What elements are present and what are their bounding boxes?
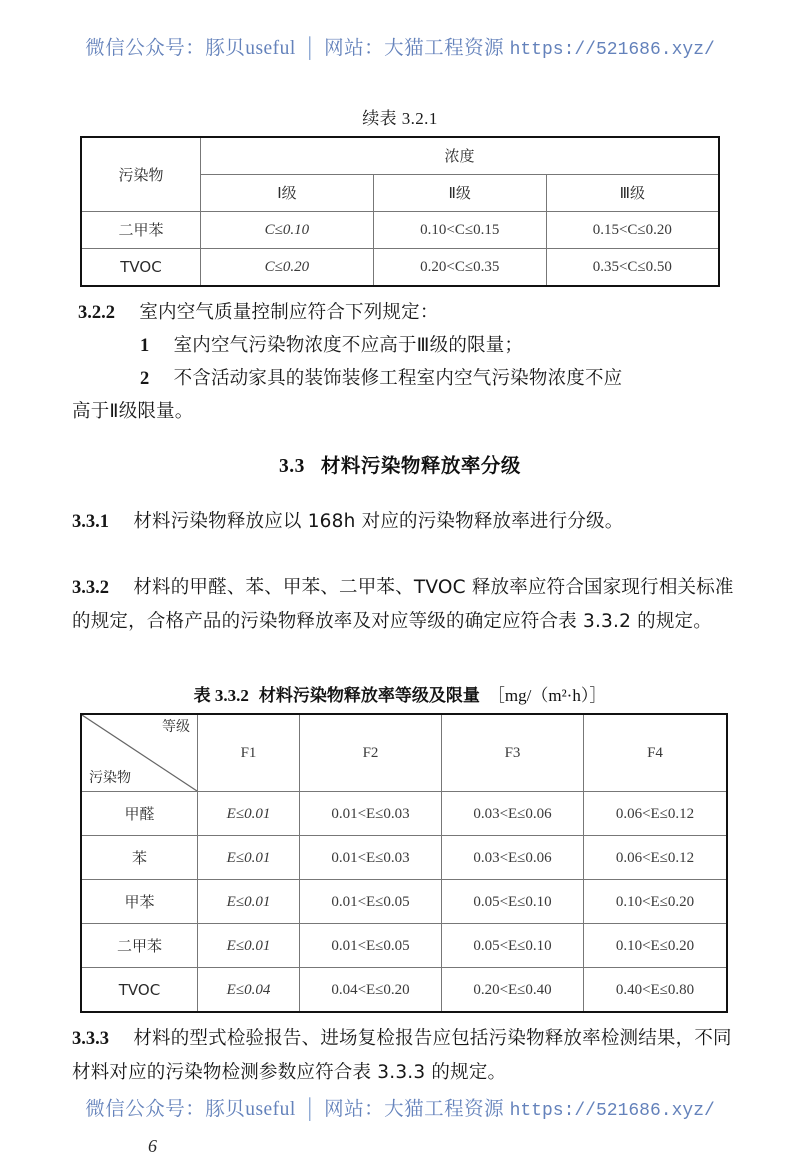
cell-pollutant: TVOC — [81, 249, 201, 287]
cell-f3: 0.03<E≤0.06 — [442, 836, 584, 880]
clause-3-3-1 — [72, 505, 737, 539]
clause-3-3-2 — [72, 571, 742, 638]
cell-pollutant: TVOC — [81, 968, 198, 1013]
clause-text: 材料污染物释放应以 168h 对应的污染物释放率进行分级。 — [133, 511, 624, 532]
table-caption-label: 表 3.3.2 — [193, 686, 249, 705]
clause-text: 材料的甲醛、苯、甲苯、二甲苯、TVOC 释放率应符合国家现行相关标准的规定，合格产品的污染物释放率及对应等级的确定应符合表 3.3.2 的规定。 — [72, 577, 734, 632]
cell-f4: 0.10<E≤0.20 — [584, 924, 728, 968]
header-grade-f2: F2 — [300, 714, 442, 792]
watermark-site-label: 网站：大猫工程资源 — [324, 38, 505, 59]
cell-f4: 0.40<E≤0.80 — [584, 968, 728, 1013]
table-3-3-2 — [80, 713, 728, 1013]
header-level-2: Ⅱ级 — [373, 175, 546, 212]
clause-number: 3.3.1 — [72, 512, 109, 532]
cell-f3: 0.03<E≤0.06 — [442, 792, 584, 836]
cell-level3: 0.15<C≤0.20 — [546, 212, 719, 249]
table-header-row — [81, 714, 727, 792]
cell-f4: 0.10<E≤0.20 — [584, 880, 728, 924]
watermark-top — [0, 32, 800, 60]
clause-3-2-2-item-2 — [140, 362, 740, 396]
clause-number: 3.2.2 — [78, 303, 115, 323]
cell-f1: E≤0.01 — [198, 836, 300, 880]
cell-f4: 0.06<E≤0.12 — [584, 836, 728, 880]
page-number: 6 — [148, 1136, 157, 1156]
list-item-text: 室内空气污染物浓度不应高于Ⅲ级的限量； — [173, 335, 524, 356]
watermark-separator: │ — [302, 1099, 318, 1120]
cell-f1: E≤0.04 — [198, 968, 300, 1013]
cell-f3: 0.05<E≤0.10 — [442, 880, 584, 924]
watermark-wechat-label: 微信公众号：豚贝useful — [85, 1099, 296, 1120]
section-heading-3-3 — [0, 450, 800, 478]
clause-number: 3.3.2 — [72, 578, 109, 598]
cell-pollutant: 二甲苯 — [81, 924, 198, 968]
table-continued-3-2-1 — [80, 136, 720, 287]
watermark-url: https://521686.xyz/ — [509, 1101, 715, 1121]
cell-level1: C≤0.10 — [201, 212, 374, 249]
table-row — [81, 249, 719, 287]
section-number: 3.3 — [279, 456, 305, 477]
header-corner-split — [81, 714, 198, 792]
table-row — [81, 880, 727, 924]
table-row — [81, 968, 727, 1013]
watermark-site-label: 网站：大猫工程资源 — [324, 1099, 505, 1120]
table-caption-unit: ［mg/（m²·h）］ — [487, 686, 607, 705]
cell-f1: E≤0.01 — [198, 924, 300, 968]
header-concentration: 浓度 — [201, 137, 720, 175]
header-grade-f4: F4 — [584, 714, 728, 792]
clause-number: 3.3.3 — [72, 1029, 109, 1049]
clause-3-2-2 — [78, 296, 738, 330]
cell-f2: 0.01<E≤0.03 — [300, 836, 442, 880]
watermark-separator: │ — [302, 38, 318, 59]
watermark-bottom — [0, 1093, 800, 1121]
cell-f3: 0.20<E≤0.40 — [442, 968, 584, 1013]
clause-3-2-2-continuation: 高于Ⅱ级限量。 — [72, 401, 194, 422]
cell-f2: 0.04<E≤0.20 — [300, 968, 442, 1013]
list-item-number: 2 — [140, 369, 150, 389]
table-caption-title: 材料污染物释放率等级及限量 — [258, 686, 480, 706]
cell-pollutant: 甲醛 — [81, 792, 198, 836]
watermark-wechat-label: 微信公众号：豚贝useful — [85, 38, 296, 59]
clause-3-3-3 — [72, 1022, 742, 1089]
cell-level3: 0.35<C≤0.50 — [546, 249, 719, 287]
cell-f2: 0.01<E≤0.05 — [300, 880, 442, 924]
cell-pollutant: 二甲苯 — [81, 212, 201, 249]
cell-f1: E≤0.01 — [198, 880, 300, 924]
list-item-text: 不含活动家具的装饰装修工程室内空气污染物浓度不应 — [173, 368, 623, 389]
cell-level1: C≤0.20 — [201, 249, 374, 287]
table-caption-3-3-2 — [0, 681, 800, 706]
cell-level2: 0.20<C≤0.35 — [373, 249, 546, 287]
cell-f4: 0.06<E≤0.12 — [584, 792, 728, 836]
table-caption-continued-321: 续表 3.2.1 — [362, 109, 438, 128]
table-row — [81, 924, 727, 968]
header-corner-grade: 等级 — [162, 719, 190, 735]
header-level-3: Ⅲ级 — [546, 175, 719, 212]
header-level-1: Ⅰ级 — [201, 175, 374, 212]
header-corner-pollutant: 污染物 — [89, 770, 131, 787]
header-pollutant: 污染物 — [81, 137, 201, 212]
section-title: 材料污染物释放率分级 — [320, 454, 521, 477]
header-grade-f1: F1 — [198, 714, 300, 792]
cell-f2: 0.01<E≤0.03 — [300, 792, 442, 836]
table-row — [81, 792, 727, 836]
clause-text: 室内空气质量控制应符合下列规定： — [139, 302, 439, 323]
clause-3-2-2-item-1 — [140, 329, 740, 363]
cell-f3: 0.05<E≤0.10 — [442, 924, 584, 968]
header-grade-f3: F3 — [442, 714, 584, 792]
list-item-number: 1 — [140, 336, 150, 356]
watermark-url: https://521686.xyz/ — [509, 40, 715, 60]
clause-text: 材料的型式检验报告、进场复检报告应包括污染物释放率检测结果，不同材料对应的污染物检测参数应符合表 3.3.3 的规定。 — [72, 1028, 732, 1083]
table-header-row — [81, 137, 719, 175]
cell-pollutant: 甲苯 — [81, 880, 198, 924]
cell-pollutant: 苯 — [81, 836, 198, 880]
cell-f2: 0.01<E≤0.05 — [300, 924, 442, 968]
cell-f1: E≤0.01 — [198, 792, 300, 836]
cell-level2: 0.10<C≤0.15 — [373, 212, 546, 249]
table-row — [81, 212, 719, 249]
table-row — [81, 836, 727, 880]
